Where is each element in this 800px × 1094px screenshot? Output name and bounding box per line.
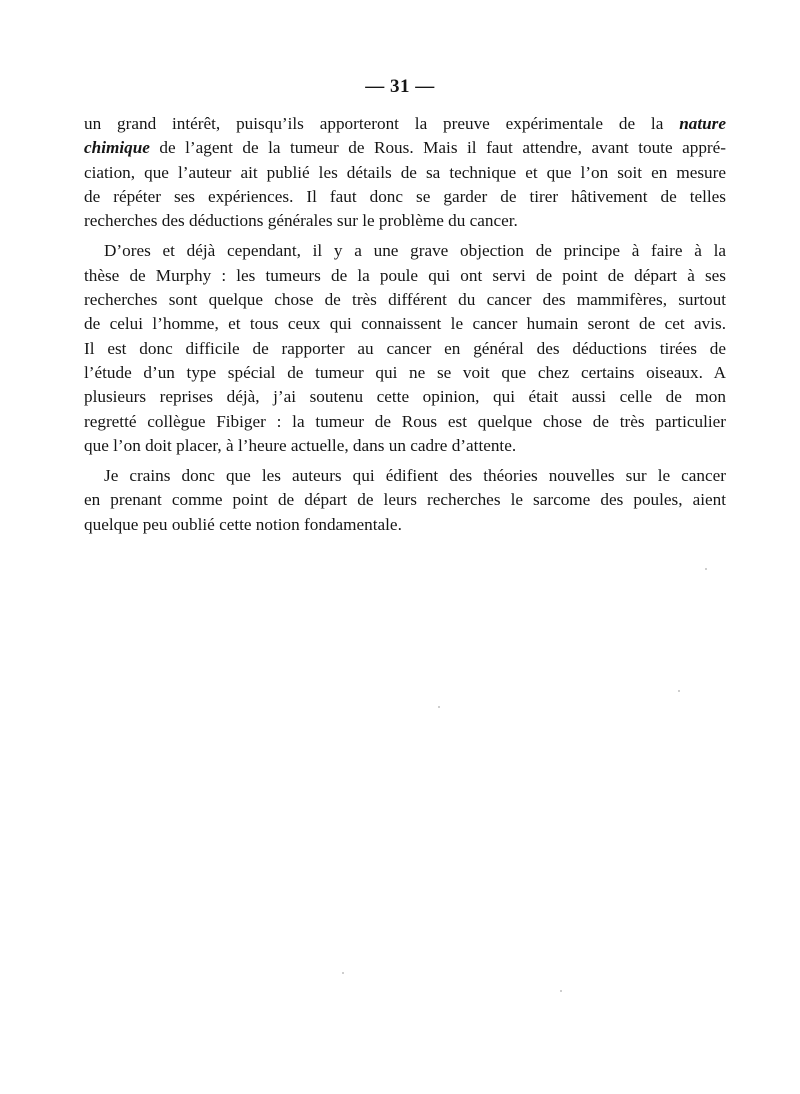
paragraph-2: [84, 239, 726, 458]
text-line: l’étude d’un type spécial de tumeur qui ne se voit que chez certains oiseaux. A: [84, 362, 726, 382]
scan-speck: [560, 990, 562, 992]
text-line: plusieurs reprises déjà, j’ai soutenu cette opinion, qui était aussi celle de mon: [84, 387, 726, 407]
line-text: un grand intérêt, puisqu’ils apporteront la preuve expérimentale de la: [84, 114, 680, 133]
text-line: Il est donc difficile de rapporter au cancer en général des déductions tirées de: [84, 338, 726, 358]
text-line: que l’on doit placer, à l’heure actuelle, dans un cadre d’attente.: [84, 435, 517, 455]
scan-speck: [342, 972, 344, 974]
text-line: [84, 136, 726, 160]
text-line: Je crains donc que les auteurs qui édifient des théories nouvelles sur le cancer: [104, 466, 726, 486]
line-text: de l’agent de la tumeur de Rous. Mais il faut attendre, avant toute appré-: [149, 138, 726, 158]
text-line: [84, 112, 726, 136]
text-line: ciation, que l’auteur ait publié les détails de sa technique et que l’on soit en mesure: [84, 162, 726, 182]
text-line: quelque peu oublié cette notion fondamentale.: [84, 514, 402, 534]
italic-term: chimique: [84, 138, 150, 158]
paragraph-1: [84, 112, 726, 233]
text-line: en prenant comme point de départ de leurs recherches le sarcome des poules, aient: [84, 490, 726, 510]
scan-speck: [678, 690, 680, 692]
body-text: [84, 112, 726, 543]
paragraph-3: [84, 464, 726, 537]
text-line: thèse de Murphy : les tumeurs de la poule qui ont servi de point de départ à ses: [84, 265, 726, 285]
scan-speck: [705, 568, 707, 570]
text-line: regretté collègue Fibiger : la tumeur de Rous est quelque chose de très particulier: [84, 411, 726, 431]
text-line: de celui l’homme, et tous ceux qui connaissent le cancer humain seront de cet avis.: [84, 314, 726, 334]
text-line: D’ores et déjà cependant, il y a une grave objection de principe à faire à la: [104, 241, 726, 261]
page-number: — 31 —: [365, 76, 435, 97]
text-line: recherches des déductions générales sur le problème du cancer.: [84, 211, 518, 231]
text-line: recherches sont quelque chose de très différent du cancer des mammifères, surtout: [84, 290, 726, 310]
text-line: de répéter ses expériences. Il faut donc se garder de tirer hâtivement de telles: [84, 186, 726, 206]
italic-term: nature: [679, 114, 726, 133]
scan-speck: [438, 706, 440, 708]
